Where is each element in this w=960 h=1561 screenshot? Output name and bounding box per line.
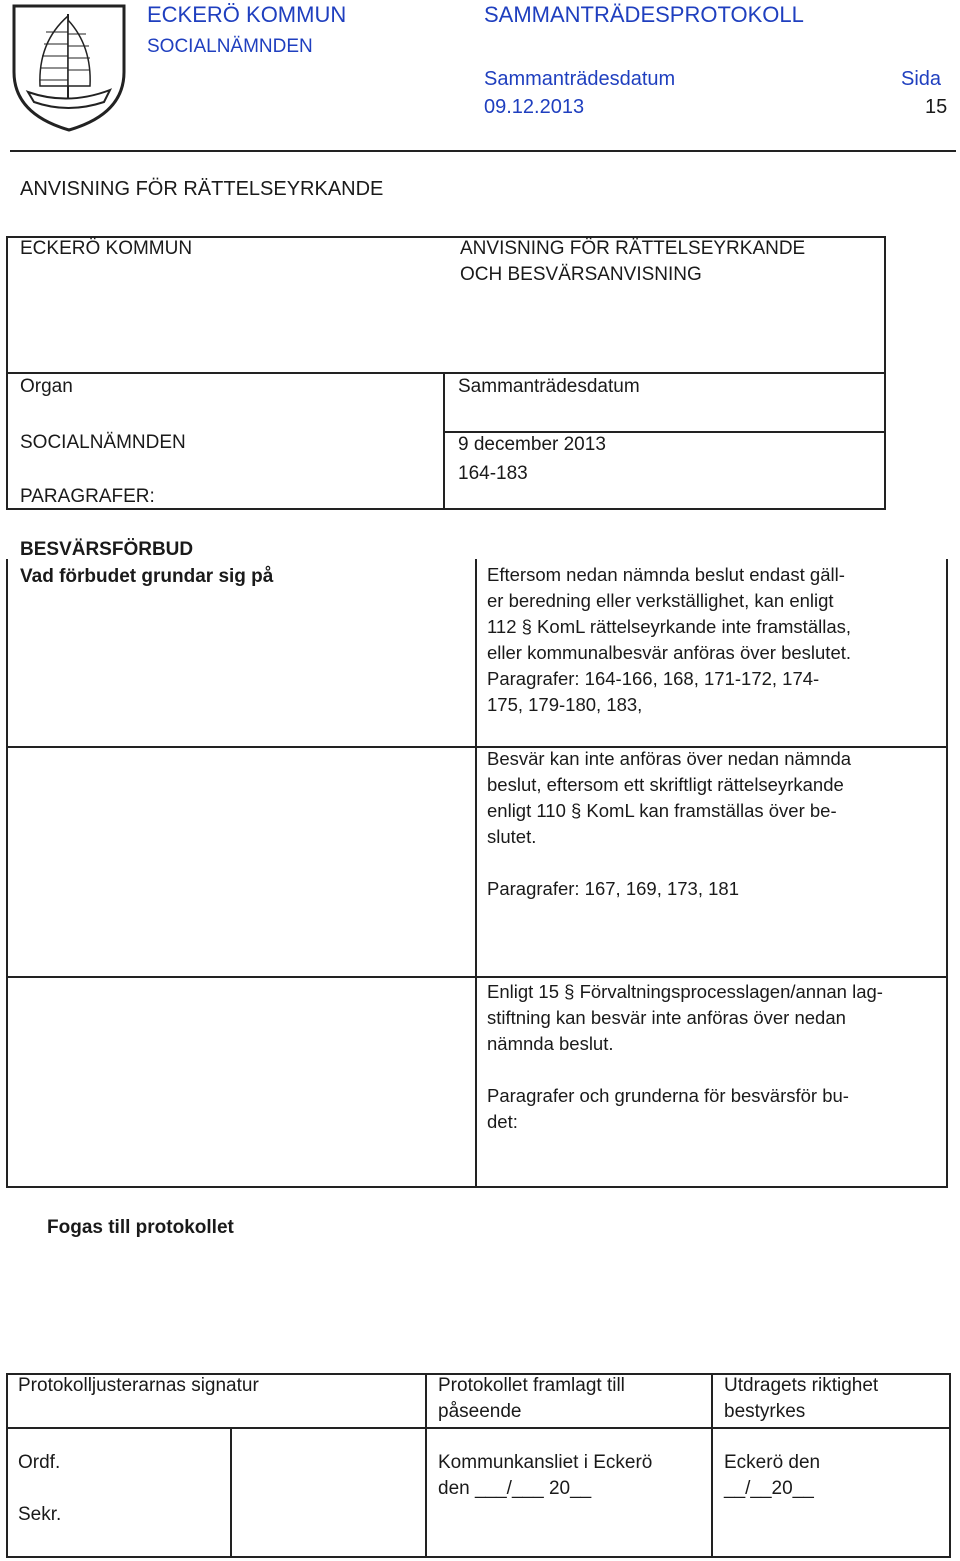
footer-col3-place: Eckerö den [724, 1452, 821, 1473]
footer-hline [6, 1427, 951, 1429]
info-date-value: 9 december 2013 [458, 434, 606, 455]
page-title: ANVISNING FÖR RÄTTELSEYRKANDE [20, 178, 384, 200]
footer-vline-inner [230, 1427, 232, 1558]
footer-col1-label: Protokolljusterarnas signatur [18, 1375, 259, 1396]
footer-vline-1 [425, 1373, 427, 1558]
header-page-label: Sida [901, 68, 942, 90]
besvarsforbud-block2-paragrafer: Paragrafer: 167, 169, 173, 181 [487, 878, 739, 899]
info-paragrafer-value: 164-183 [458, 463, 528, 484]
besvarsforbud-block3: Enligt 15 § Förvaltningsprocesslagen/annan lag- stiftning kan besvär inte anföras över nedan nämnda beslut. [487, 981, 883, 1054]
header-page-number: 15 [925, 96, 948, 118]
footer-sekr: Sekr. [18, 1504, 62, 1525]
header-divider [10, 150, 956, 152]
info-box-hline-1 [6, 372, 886, 374]
header-date-value: 09.12.2013 [484, 96, 585, 118]
footer-col3-label: Utdragets riktighet bestyrkes [724, 1375, 879, 1422]
besvarsforbud-hline-2 [6, 976, 948, 978]
besvarsforbud-vline [475, 559, 477, 1188]
besvarsforbud-block2: Besvär kan inte anföras över nedan nämnda beslut, eftersom ett skriftligt rättelseyrkande enligt 110 § KomL kan framställas över be- slutet. [487, 748, 852, 847]
besvarsforbud-subheading: Vad förbudet grundar sig på [20, 566, 274, 587]
footer-col2-place: Kommunkansliet i Eckerö [438, 1452, 653, 1473]
info-organ-label: Organ [20, 376, 73, 397]
info-heading-line2: OCH BESVÄRSANVISNING [460, 264, 702, 285]
header-board: SOCIALNÄMNDEN [147, 36, 313, 57]
besvarsforbud-heading: BESVÄRSFÖRBUD [20, 539, 194, 560]
info-heading-line1: ANVISNING FÖR RÄTTELSEYRKANDE [460, 238, 806, 259]
header-date-label: Sammanträdesdatum [484, 68, 676, 90]
header-doc-title: SAMMANTRÄDESPROTOKOLL [484, 2, 804, 27]
footer-col2-date: den ___/___ 20__ [438, 1478, 592, 1499]
besvarsforbud-block1: Eftersom nedan nämnda beslut endast gäll- er beredning eller verkställighet, kan enligt 112 § KomL rättelseyrkande inte framställas, eller kommunalbesvär anföras över beslutet. Paragrafer: 164-166, 168, 171-172, 174- 175, 179-180, 183, [487, 564, 852, 715]
info-date-label: Sammanträdesdatum [458, 376, 640, 397]
footer-col3-date: __/__20__ [724, 1478, 814, 1499]
footer-vline-2 [711, 1373, 713, 1558]
attachment-note: Fogas till protokollet [47, 1217, 234, 1238]
info-box-vline [443, 372, 445, 510]
info-organ-value: SOCIALNÄMNDEN [20, 432, 186, 453]
footer-col2-label: Protokollet framlagt till påseende [438, 1375, 625, 1422]
info-paragrafer-label: PARAGRAFER: [20, 486, 155, 507]
footer-ordf: Ordf. [18, 1452, 61, 1473]
coat-of-arms-logo [10, 2, 128, 132]
info-municipality: ECKERÖ KOMMUN [20, 238, 193, 259]
besvarsforbud-block3-paragrafer: Paragrafer och grunderna för besvärsför bu- det: [487, 1085, 849, 1132]
header-municipality: ECKERÖ KOMMUN [147, 2, 347, 27]
